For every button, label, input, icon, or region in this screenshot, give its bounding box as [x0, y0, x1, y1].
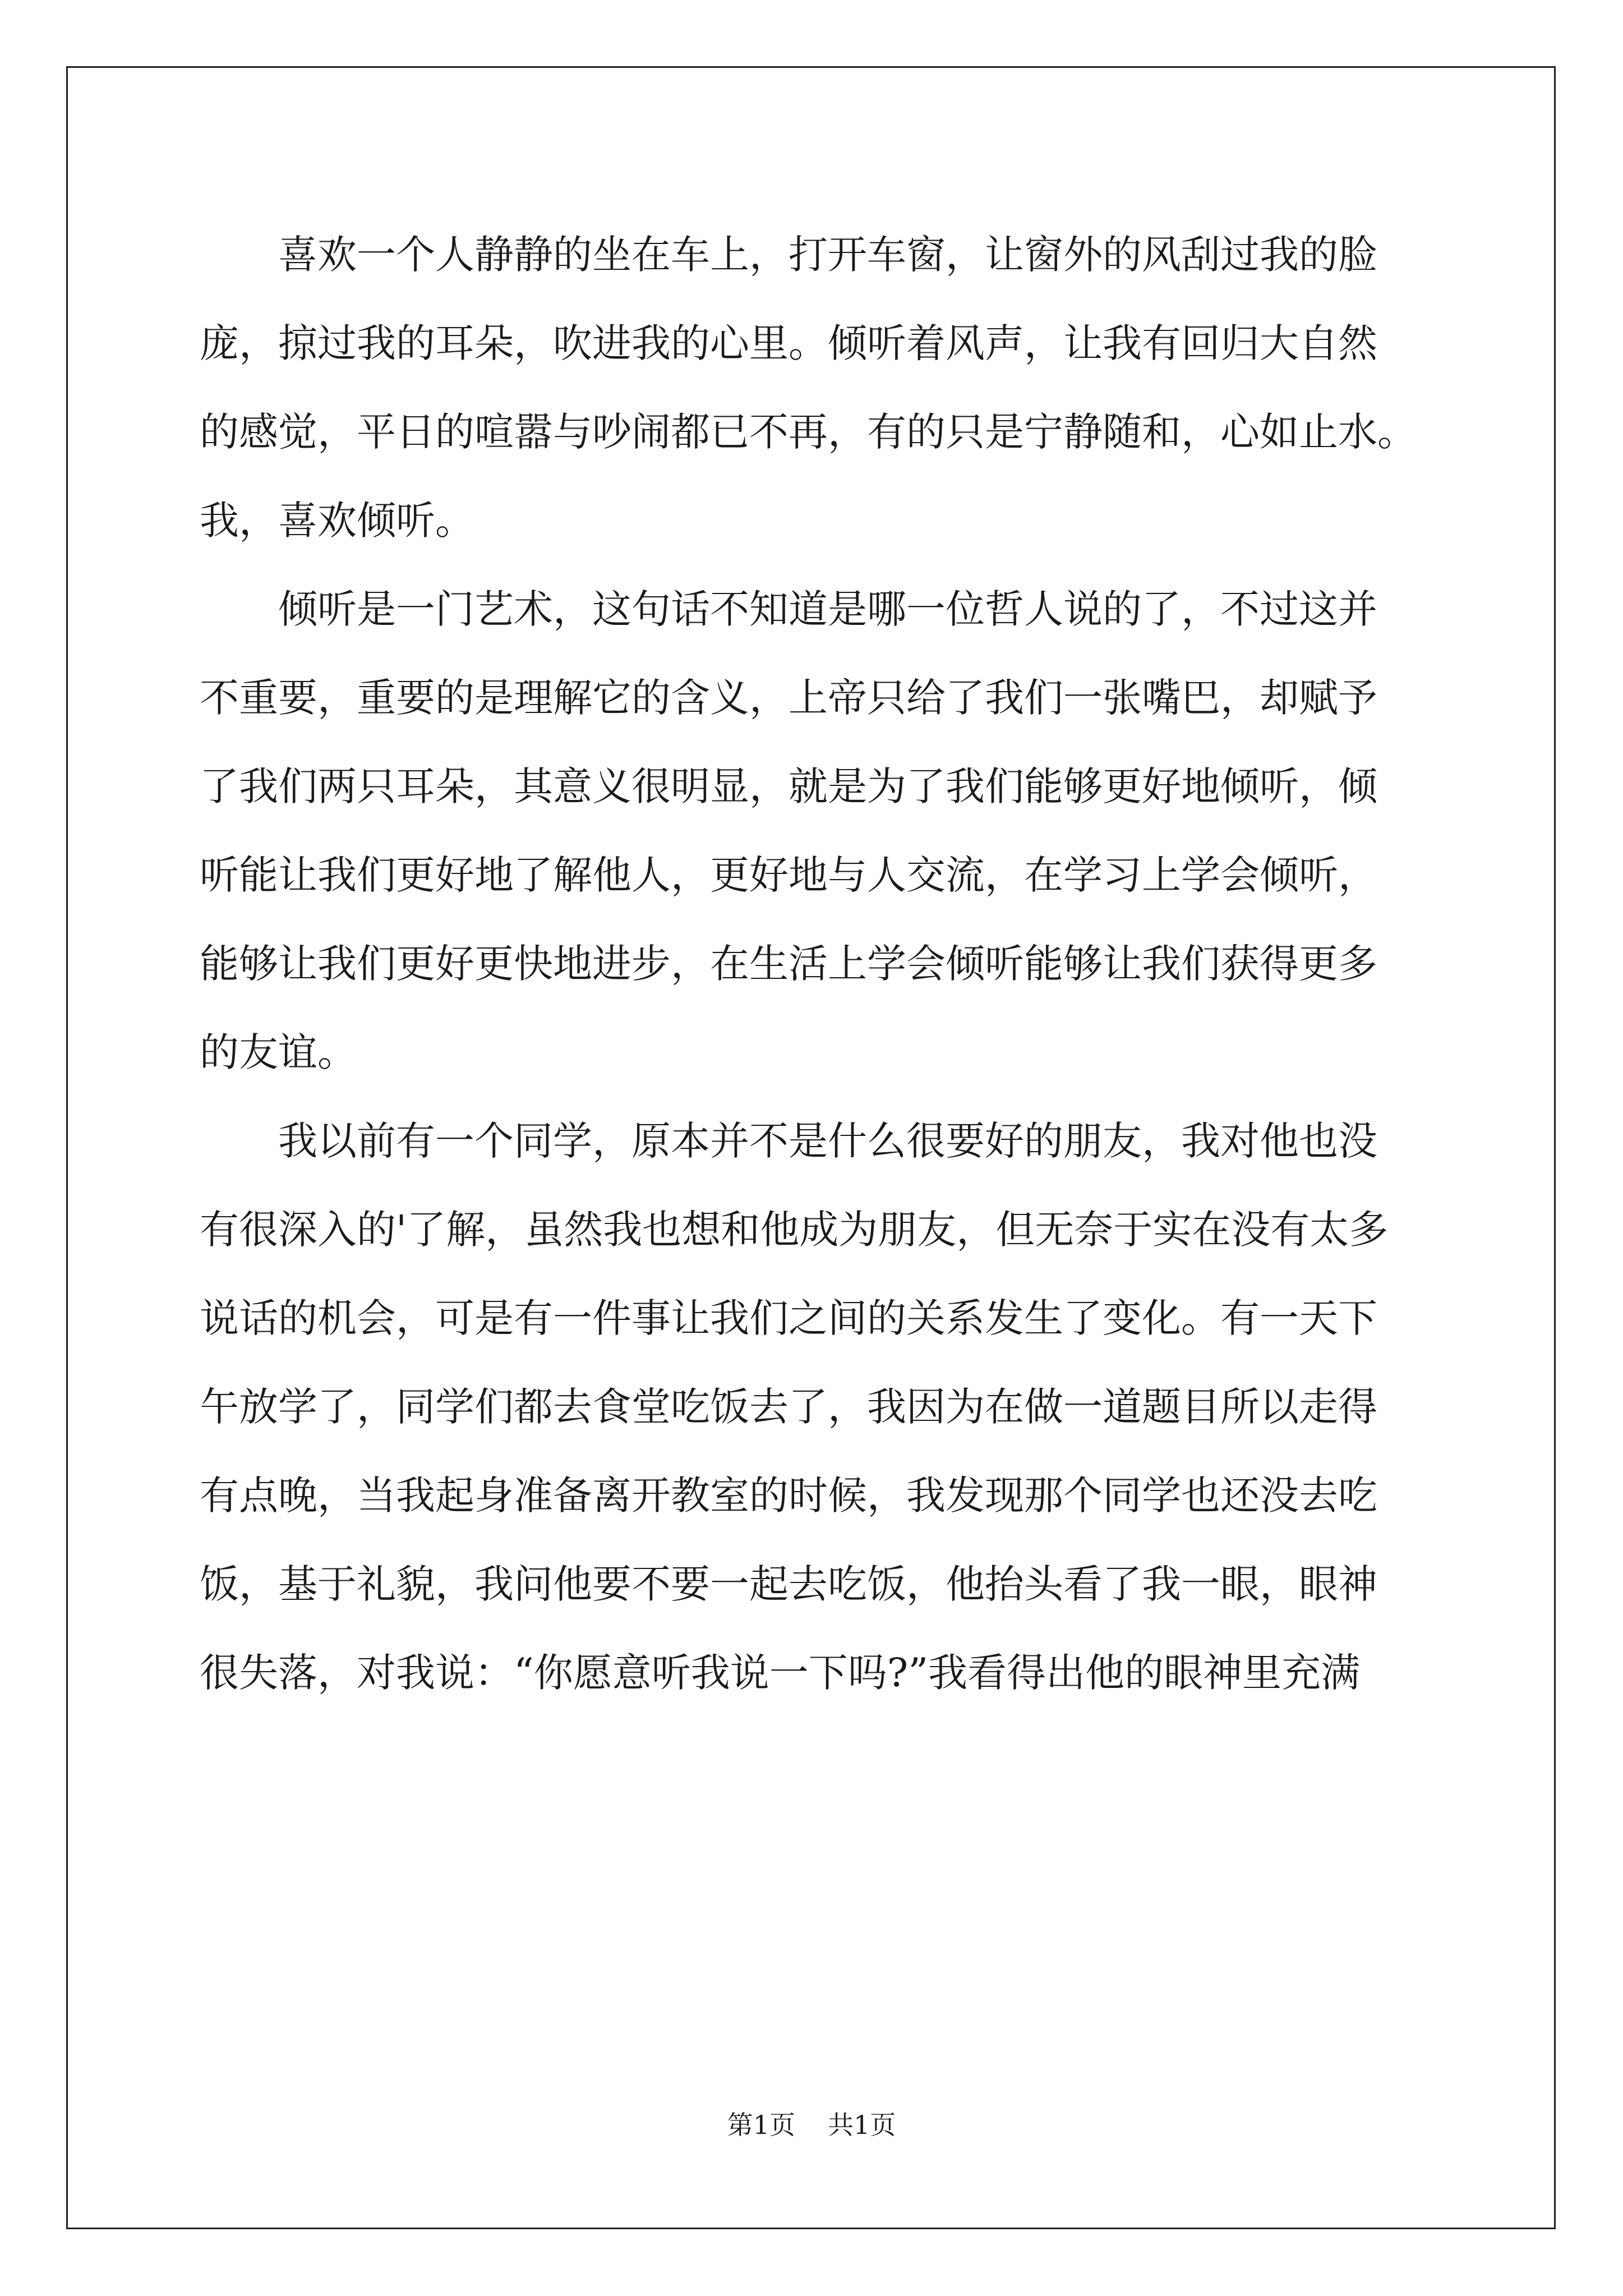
text-line: 倾听是一门艺术，这句话不知道是哪一位哲人说的了，不过这并	[278, 586, 1377, 632]
text-line: 的感觉，平日的喧嚣与吵闹都已不再，有的只是宁静随和，心如止水。	[200, 409, 1417, 455]
text-line: 庞，掠过我的耳朵，吹进我的心里。倾听着风声，让我有回归大自然	[200, 320, 1377, 366]
text-line: 很失落，对我说：“你愿意听我说一下吗?”我看得出他的眼神里充满	[200, 1650, 1361, 1696]
text-line: 有点晚，当我起身准备离开教室的时候，我发现那个同学也还没去吃	[200, 1473, 1377, 1519]
text-line: 听能让我们更好地了解他人，更好地与人交流，在学习上学会倾听，	[200, 852, 1377, 898]
text-line: 有很深入的'了解，虽然我也想和他成为朋友，但无奈于实在没有太多	[200, 1207, 1389, 1253]
text-line: 饭，基于礼貌，我问他要不要一起去吃饭，他抬头看了我一眼，眼神	[200, 1561, 1377, 1607]
paragraph-1	[200, 210, 1428, 565]
document-body	[200, 210, 1428, 1717]
text-line: 不重要，重要的是理解它的含义，上帝只给了我们一张嘴巴，却赋予	[200, 675, 1377, 721]
text-line: 的友谊。	[200, 1029, 357, 1075]
page-total: 共1页	[828, 2110, 896, 2140]
paragraph-3	[200, 1097, 1428, 1717]
paragraph-2	[200, 565, 1428, 1097]
text-line: 我，喜欢倾听。	[200, 498, 474, 544]
text-line: 喜欢一个人静静的坐在车上，打开车窗，让窗外的风刮过我的脸	[278, 232, 1377, 278]
text-line: 了我们两只耳朵，其意义很明显，就是为了我们能够更好地倾听，倾	[200, 763, 1377, 809]
text-line: 说话的机会，可是有一件事让我们之间的关系发生了变化。有一天下	[200, 1295, 1377, 1341]
page-footer	[0, 2108, 1623, 2142]
text-line: 能够让我们更好更快地进步，在生活上学会倾听能够让我们获得更多	[200, 941, 1377, 987]
text-line: 午放学了，同学们都去食堂吃饭去了，我因为在做一道题目所以走得	[200, 1384, 1377, 1430]
text-line: 我以前有一个同学，原本并不是什么很要好的朋友，我对他也没	[278, 1118, 1377, 1164]
page-number: 第1页	[727, 2110, 795, 2140]
